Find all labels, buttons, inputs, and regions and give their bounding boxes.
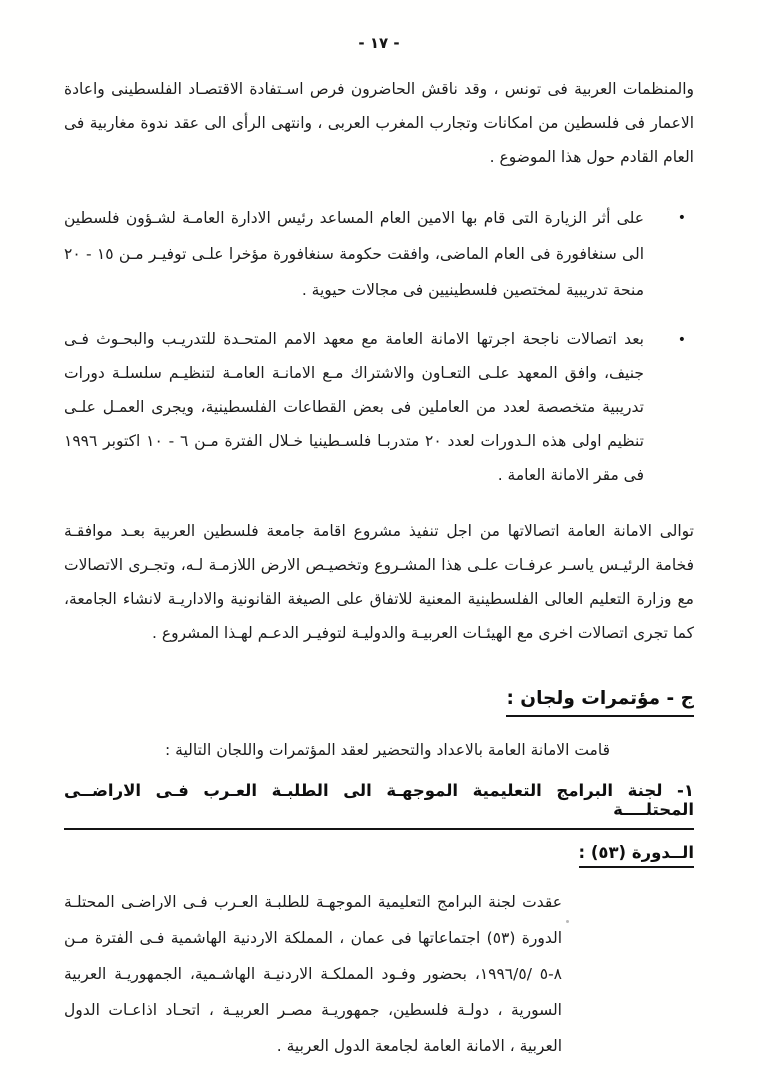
bullet-icon: • [677, 332, 686, 348]
item1-body-paragraph: عقدت لجنة البرامج التعليمية الموجهـة للطلبـة العـرب فـى الاراضـى المحتلـة الدورة (٥٣) اجتماعاتها فى عمان ، المملكة الاردنية الهاشمية فـى الفترة مـن ٨-٥ /١٩٩٦/٥، بحضور وفـود المملكـة الاردنيـة الهاشـمية، الجمهوريـة العربية السورية ، دولـة فلسطين، جمهوريـة مصـر العربيـة ، اتحـاد اذاعـات الدول العربية ، الامانة العامة لجامعة الدول العربية . [64, 893, 563, 1055]
item1-title-line2-wrap [64, 843, 694, 868]
bullet-text-unitar: بعد اتصالات ناجحة اجرتها الامانة العامة مع معهد الامم المتحـدة للتدريـب والبحـوث فـى جنيف، وافق المعهد علـى التعـاون والاشتراك مـع الامانـة العامـة لتنظيـم سلسلـة دورات تدريبية متخصصة لعدد من العاملين فى بعض القطاعات الفلسطينية، ويجرى العمـل علـى تنظيم اولى هذه الـدورات لعدد ٢٠ متدربـا فلسـطينيا خـلال الفترة مـن ٦ - ١٠ اكتوبر ١٩٩٦ فى مقر الامانة العامة . [64, 330, 645, 484]
section-heading-text: ج - مؤتمرات ولجان : [506, 688, 694, 717]
item1-title-line1: ١- لجنة البرامج التعليمية الموجهـة الى الطلبـة العـرب فـى الاراضــى المحتلــــة [64, 781, 694, 830]
paragraph-palestine-university: توالى الامانة العامة اتصالاتها من اجل تنفيذ مشروع اقامة جامعة فلسطين العربية بعـد موافقـة فخامة الرئيـس ياسـر عرفـات علـى هذا المشـروع وتخصيـص الارض اللازمـة لـه، وتجـرى الاتصالات مع وزارة التعليم العالى الفلسطينية المعنية للاتفاق على الصيغة القانونية والاداريـة لانشاء الجامعة، كما تجرى اتصالات اخرى مع الهيئـات العربيـة والدوليـة لتوفيـر الدعـم لهـذا المشروع . [64, 522, 694, 642]
section-heading-conferences [64, 688, 694, 717]
bullet-item-singapore [64, 200, 694, 308]
bullet-icon: • [677, 210, 686, 226]
section-intro-line: قامت الامانة العامة بالاعداد والتحضير لعقد المؤتمرات واللجان التالية : [165, 741, 610, 759]
paragraph-tunis-seminar: والمنظمات العربية فى تونس ، وقد ناقش الحاضرون فرص اسـتفادة الاقتصـاد الفلسطينى واعادة الاعمار فى فلسطين من امكانات وتجارب المغرب العربى ، وانتهى الرأى الى عقد ندوة مغاربية فى العام القادم حول هذا الموضوع . [64, 80, 694, 166]
bullet-text-singapore: على أثر الزيارة التى قام بها الامين العام المساعد رئيس الادارة العامـة لشـؤون فلسطين الى سنغافورة فى العام الماضى، وافقت حكومة سنغافورة مؤخرا علـى توفيـر مـن ١٥ - ٢٠ منحة تدريبية لمختصين فلسطينيين فى مجالات حيوية . [64, 209, 644, 299]
page-number: - ١٧ - [358, 34, 400, 52]
bullet-item-unitar [64, 322, 694, 492]
scan-artifact-speck [566, 920, 569, 923]
item1-title-line2: الــدورة (٥٣) : [579, 843, 695, 868]
page-content [0, 72, 758, 1064]
